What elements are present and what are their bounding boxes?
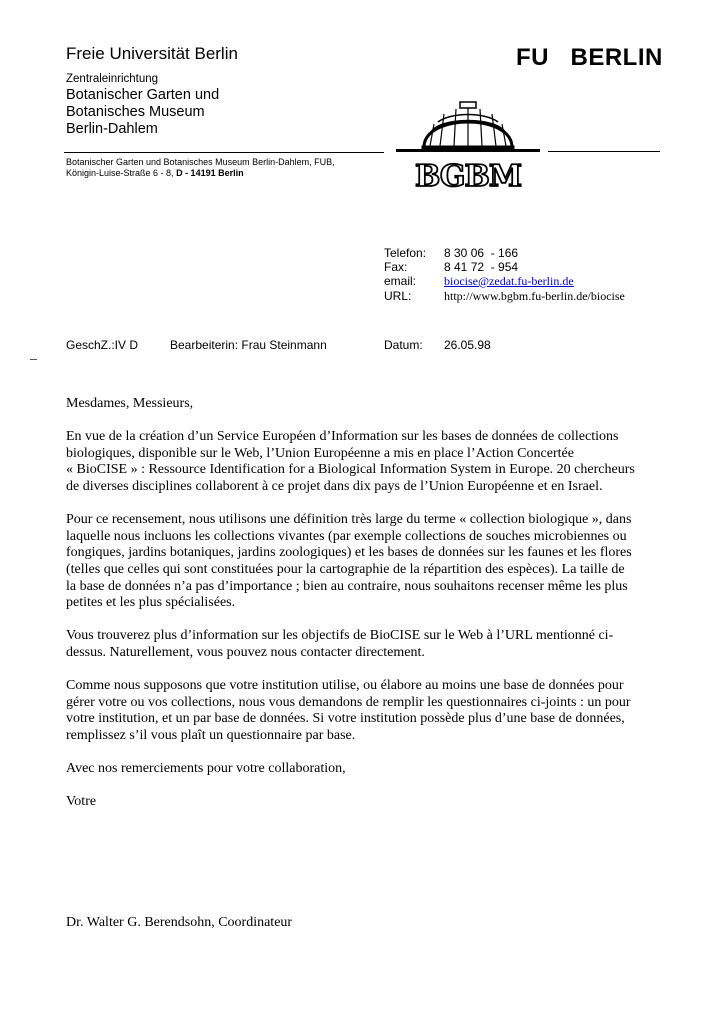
unit-name-line-2: Botanisches Museum: [66, 104, 205, 120]
sender-address-line-2: [66, 168, 244, 178]
letter-body: [66, 396, 666, 827]
paragraph-line: petites et les plus spécialisées.: [66, 595, 236, 611]
paragraph-line: fongiques, jardins botaniques, jardins zoologiques) et les bases de données sur les faunes et les flores: [66, 545, 632, 561]
header-divider-left: [64, 152, 384, 153]
paragraph-line: « BioCISE » : Ressource Identification for a Biological Information System in Europe. 20 chercheurs: [66, 462, 635, 478]
fax-value: 8 41 72 - 954: [444, 260, 519, 274]
bearbeiterin: Bearbeiterin: Frau Steinmann: [170, 338, 327, 352]
fu-berlin-brand: FU BERLIN: [516, 44, 663, 71]
sender-street: Königin-Luise-Straße 6 - 8,: [66, 168, 177, 178]
paragraph-line: Comme nous supposons que votre institution utilise, ou élabore au moins une base de données pour: [66, 678, 624, 694]
bgbm-logo-text: BGBM: [414, 159, 522, 194]
zentraleinrichtung-label: Zentraleinrichtung: [66, 73, 159, 85]
greenhouse-dome-icon: [422, 102, 514, 151]
paragraph-line: dessus. Naturellement, vous pouvez nous contacter directement.: [66, 644, 425, 660]
paragraph-line: la base de données n’a pas d’importance ; bien au contraire, nous souhaitons recenser même les plus: [66, 578, 628, 594]
paragraph-line: laquelle nous incluons les collections vivantes (par exemple collections de souches microbiennes ou: [66, 528, 627, 544]
url-value: http://www.bgbm.fu-berlin.de/biocise: [444, 289, 625, 303]
paragraph-line: En vue de la création d’un Service Européen d’Information sur les bases de données de collections: [66, 429, 619, 445]
votre: [66, 794, 666, 811]
paragraph-1: [66, 429, 666, 495]
email-link[interactable]: biocise@zedat.fu-berlin.de: [444, 274, 574, 288]
bgbm-logo: [396, 94, 540, 194]
salutation-text: Mesdames, Messieurs,: [66, 396, 194, 411]
datum-label: Datum:: [384, 338, 423, 352]
paragraph-line: Pour ce recensement, nous utilisons une définition très large du terme « collection biologique », dans: [66, 512, 632, 528]
paragraph-line: biologiques, disponible sur le Web, l’Union Européenne a mis en place l’Action Concertée: [66, 445, 574, 461]
signature: Dr. Walter G. Berendsohn, Coordinateur: [66, 915, 293, 930]
fax-label: Fax:: [384, 260, 408, 274]
paragraph-2: [66, 512, 666, 612]
unit-name-line-1: Botanischer Garten und: [66, 87, 220, 103]
paragraph-line: gérer votre ou vos collections, nous vous demandons de remplir les questionnaires ci-joints : un pour: [66, 694, 631, 710]
unit-name-line-3: Berlin-Dahlem: [66, 121, 158, 137]
datum-value: 26.05.98: [444, 338, 491, 352]
paragraph-line: de diverses disciplines collaborent à ce projet dans dix pays de l’Union Européenne et en Israel.: [66, 478, 603, 494]
votre-text: Votre: [66, 794, 97, 810]
paragraph-line: (telles que celles qui sont constituées pour la cartographie de la répartition des espèces). La taille de: [66, 561, 625, 577]
closing: [66, 761, 666, 778]
paragraph-3: [66, 628, 666, 661]
university-name: Freie Universität Berlin: [66, 44, 238, 63]
salutation: [66, 396, 666, 413]
fold-mark: [30, 359, 37, 360]
header-divider-right: [548, 151, 660, 152]
email-label: email:: [384, 274, 417, 288]
telefon-label: Telefon:: [384, 246, 427, 260]
paragraph-line: Vous trouverez plus d’information sur les objectifs de BioCISE sur le Web à l’URL mentionné ci-: [66, 628, 614, 644]
paragraph-line: votre institution, et un par base de données. Si votre institution possède plus d’une base de données,: [66, 711, 625, 727]
paragraph-line: remplissez s’il vous plaît un questionnaire par base.: [66, 727, 356, 743]
sender-address-line-1: Botanischer Garten und Botanisches Museum Berlin-Dahlem, FUB,: [66, 157, 335, 167]
sender-postcode-city: D - 14191 Berlin: [176, 168, 244, 178]
url-label: URL:: [384, 289, 412, 303]
telefon-value: 8 30 06 - 166: [444, 246, 519, 260]
reference-number: GeschZ.:IV D: [66, 338, 139, 352]
paragraph-4: [66, 678, 666, 744]
closing-text: Avec nos remerciements pour votre collaboration,: [66, 761, 346, 777]
